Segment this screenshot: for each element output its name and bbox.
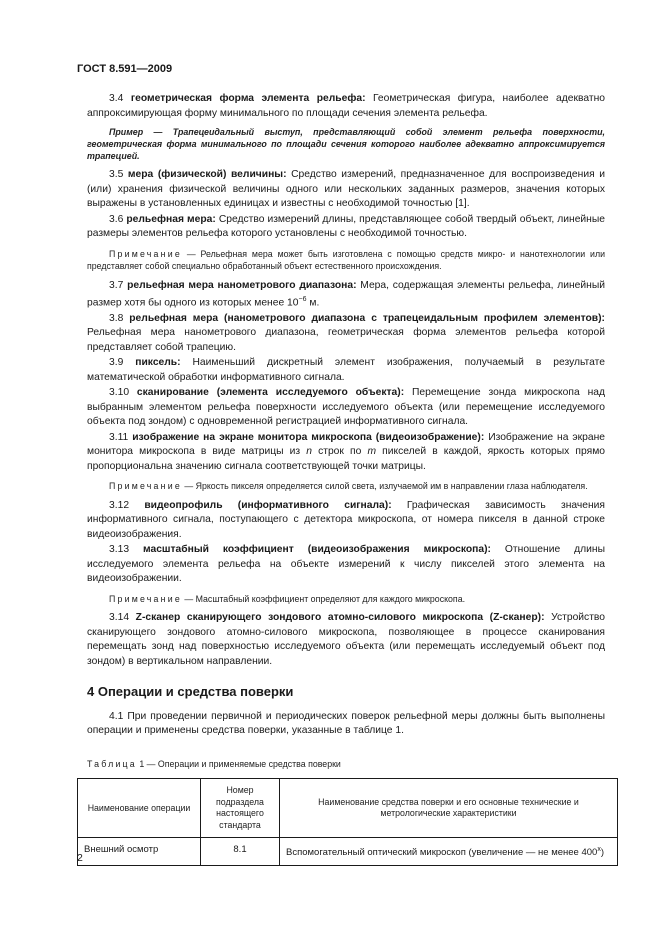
table-row (78, 838, 618, 865)
clause-number: 3.8 (109, 312, 124, 324)
header-operation: Наименование операции (78, 779, 201, 838)
note-3-11 (87, 480, 605, 493)
definition-end: пикселей в каждой, яркость которых прямо пропорциональна значению сигнала соответствующей точки матрицы. (87, 446, 605, 472)
definition: Мера, содержащая элементы рельефа, линейный размер хотя бы одного из которых менее 10 (87, 279, 605, 309)
note-label: Примечание (109, 481, 182, 492)
clause-number: 3.6 (109, 213, 124, 225)
clause-3-7 (87, 279, 605, 311)
definition: Геометрическая фигура, наиболее адекватно аппроксимирующая форму минимального по площади сечения элемента рельефа. (87, 93, 605, 119)
clause-3-12 (87, 499, 605, 543)
table-header-row (78, 779, 618, 838)
exponent: −6 (298, 296, 307, 303)
definition: Средство измерений, предназначенное для воспроизведения и (или) хранения физической величины одного или нескольких заданных размеров, значения которых выражены в установленных единицах и известны с необходимой точностью [1]. (87, 169, 605, 209)
cell-means (280, 838, 618, 865)
clause-number: 3.5 (109, 169, 124, 180)
cell-operation: Внешний осмотр (78, 838, 201, 865)
clause-number: 3.7 (109, 279, 124, 291)
table-caption (87, 757, 605, 772)
term: изображение на экране монитора микроскопа (видеоизображение): (132, 431, 485, 443)
clause-3-10 (87, 386, 605, 430)
definition: Графическая зависимость значения информативного сигнала, поступающего с детектора микроскопа, от номера пикселя в данной строке видеоизображения. (87, 499, 605, 540)
clause-number: 3.13 (109, 544, 130, 556)
clause-3-4 (87, 92, 605, 121)
clause-4-1: 4.1 При проведении первичной и периодических поверок рельефной меры должны быть выполнены операции и применены средства поверки, указанные в таблице 1. (87, 710, 605, 737)
term: пиксель: (135, 357, 181, 369)
clause-3-13 (87, 543, 605, 587)
clause-3-14 (87, 611, 605, 669)
means-superscript: х (597, 846, 601, 854)
example-text: Трапецеидальный выступ, представляющий собой элемент рельефа поверхности, геометрическая форма минимального по площади сечения которого наиболее адекватно аппроксимируется трапецией. (87, 127, 605, 161)
example-3-4 (87, 126, 605, 162)
example-label: Пример — (109, 127, 163, 137)
clause-number: 3.9 (109, 357, 124, 369)
verification-table (77, 778, 618, 865)
definition: Отношение длины исследуемого элемента рельефа на объекте измерений к числу пикселей этого элемента на видеоизображении. (87, 544, 605, 585)
cell-section: 8.1 (201, 838, 280, 865)
standard-header: ГОСТ 8.591—2009 (77, 63, 173, 75)
term: видеопрофиль (информативного сигнала): (144, 499, 392, 511)
term: рельефная мера нанометрового диапазона: (127, 279, 357, 291)
section-4-heading: 4 Операции и средства поверки (87, 684, 294, 700)
note-label: Примечание (109, 593, 182, 604)
definition: Рельефная мера нанометрового диапазона, геометрическая форма элементов рельефа которой представляет собой трапецию. (87, 327, 605, 353)
definition: Устройство сканирующего зондового атомно-силового микроскопа, позволяющее в процессе сканирования перемещать зонд над поверхностью исследуемого объекта (или перемещать исследуемый объект под зондом) в вертикальном направлении. (87, 612, 605, 667)
note-3-6 (87, 248, 605, 273)
clause-number: 3.10 (109, 387, 130, 399)
definition: Изображение на экране монитора микроскопа в виде матрицы из (87, 431, 605, 458)
definition-mid: строк по (311, 446, 368, 458)
clause-3-11 (87, 431, 605, 475)
note-3-13 (87, 593, 605, 606)
term: рельефная мера: (126, 213, 216, 225)
note-text: — Рельефная мера может быть изготовлена с помощью средств микро- и нанотехнологии или представляет собой специально обработанный объект естественного происхождения. (87, 248, 605, 271)
clause-number: 3.11 (109, 431, 129, 443)
term: сканирование (элемента исследуемого объекта): (136, 387, 405, 399)
clause-number: 3.12 (109, 499, 130, 511)
table-title: 1 — Операции и применяемые средства поверки (136, 758, 341, 769)
header-means: Наименование средства поверки и его основные технические и метрологические характеристики (280, 779, 618, 838)
term: мера (физической) величины: (127, 169, 287, 180)
table-label: Таблица (87, 758, 137, 769)
note-text: — Масштабный коэффициент определяют для каждого микроскопа. (181, 593, 466, 604)
term: масштабный коэффициент (видеоизображения микроскопа): (142, 544, 491, 556)
term: Z-сканер сканирующего зондового атомно-силового микроскопа (Z-сканер): (135, 612, 545, 624)
header-section: Номер подраздела настоящего стандарта (201, 779, 280, 838)
note-label: Примечание (109, 248, 182, 259)
page-number: 2 (77, 852, 83, 864)
definition: Наименьший дискретный элемент изображения, получаемый в результате математической обработки информативного сигнала. (87, 357, 605, 383)
means-text-end: ) (600, 847, 604, 859)
variable-n: n (306, 446, 312, 458)
clause-3-5 (87, 168, 605, 212)
document-body (84, 92, 605, 866)
term: рельефная мера (нанометрового диапазона с трапецеидальным профилем элементов): (129, 312, 605, 324)
clause-number: 3.14 (109, 612, 130, 624)
clause-3-9 (87, 356, 605, 385)
clause-3-6 (87, 213, 605, 242)
definition: Средство измерений длины, представляющее собой твердый объект, линейные размеры элементов рельефа которого установлены с необходимой точностью. (87, 213, 605, 239)
clause-number: 3.4 (109, 93, 124, 104)
means-text: Вспомогательный оптический микроскоп (увеличение — не менее 400 (286, 847, 598, 859)
definition-end: м. (306, 297, 320, 309)
note-text: — Яркость пикселя определяется силой света, излучаемой им в направлении глаза наблюдателя. (181, 481, 588, 492)
term: геометрическая форма элемента рельефа: (130, 93, 366, 104)
clause-3-8 (87, 312, 605, 356)
variable-m: m (367, 446, 377, 458)
definition: Перемещение зонда микроскопа над выбранным элементом рельефа поверхности исследуемого объекта (или перемещение исследуемого объекта под зондом) с одновременной регистрацией информативного сигнала. (87, 387, 605, 428)
